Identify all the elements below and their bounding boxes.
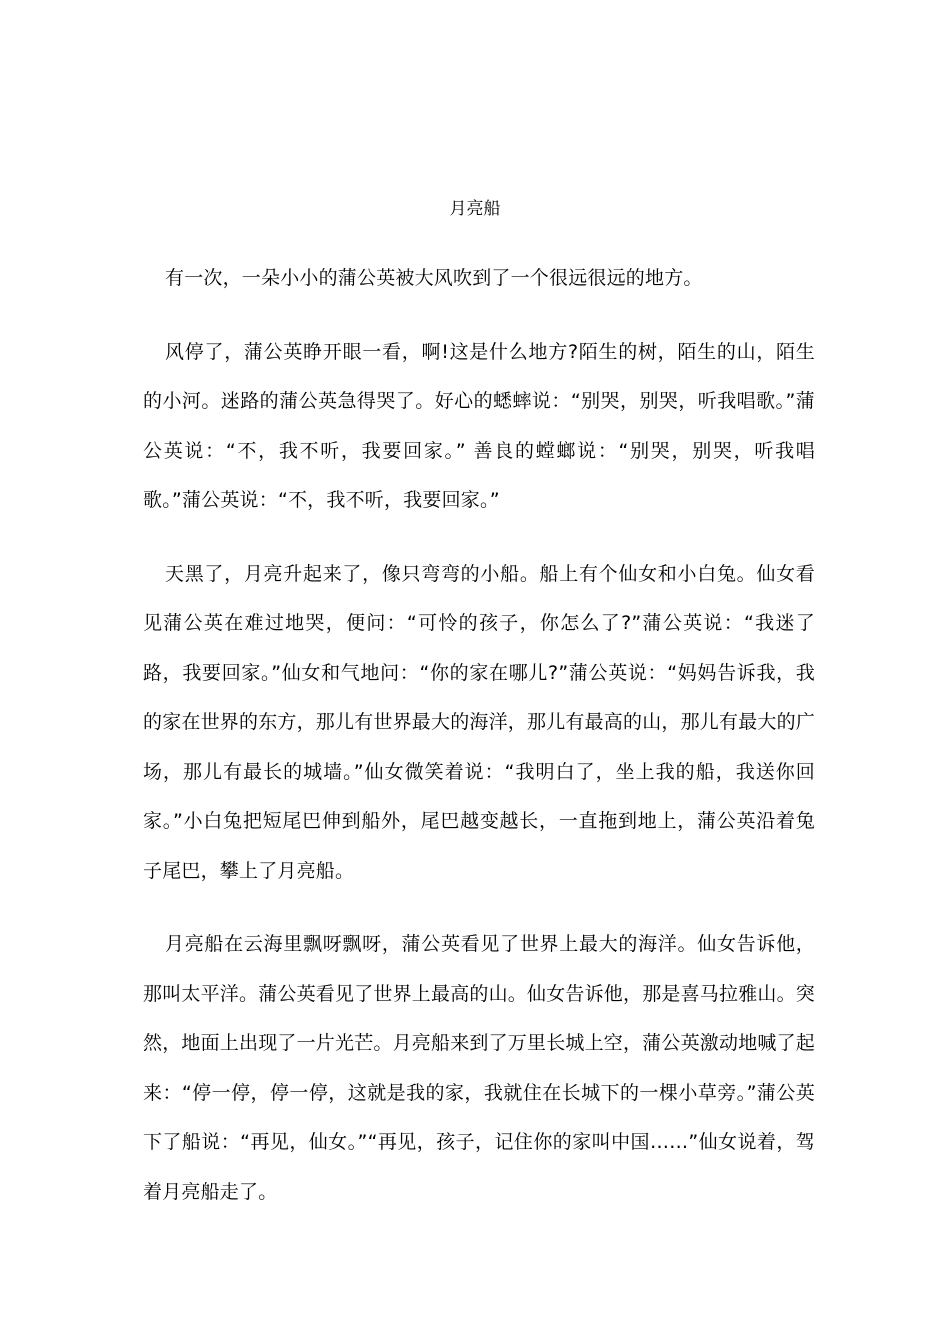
document-title: 月亮船 [449,199,501,219]
paragraph-3: 天黑了，月亮升起来了，像只弯弯的小船。船上有个仙女和小白兔。仙女看见蒲公英在难过地哭，便问：“可怜的孩子，你怎么了?”蒲公英说：“我迷了路，我要回家。”仙女和气地问：“你的家在哪儿?”蒲公英说：“妈妈告诉我，我的家在世界的东方，那儿有世界最大的海洋，那儿有最高的山，那儿有最大的广场，那儿有最长的城墙。”仙女微笑着说：“我明白了，坐上我的船，我送你回家。”小白兔把短尾巴伸到船外，尾巴越变越长，一直拖到地上，蒲公英沿着兔子尾巴，攀上了月亮船。 [143,562,816,882]
paragraph-1: 有一次，一朵小小的蒲公英被大风吹到了一个很远很远的地方。 [165,267,703,289]
story-body [143,254,815,1217]
paragraph-4: 月亮船在云海里飘呀飘呀，蒲公英看见了世界上最大的海洋。仙女告诉他，那叫太平洋。蒲公英看见了世界上最高的山。仙女告诉他，那是喜马拉雅山。突然，地面上出现了一片光芒。月亮船来到了万里长城上空，蒲公英激动地喊了起来：“停一停，停一停，这就是我的家，我就住在长城下的一棵小草旁。”蒲公英下了船说：“再见，仙女。”“再见，孩子，记住你的家叫中国……”仙女说着，驾着月亮船走了。 [143,933,816,1203]
paragraph-2: 风停了，蒲公英睁开眼一看，啊!这是什么地方?陌生的树，陌生的山，陌生的小河。迷路的蒲公英急得哭了。好心的蟋蟀说：“别哭，别哭，听我唱歌。”蒲公英说：“不，我不听，我要回家。” 善良的螳螂说：“别哭，别哭，听我唱歌。”蒲公英说：“不，我不听，我要回家。” [143,340,815,511]
